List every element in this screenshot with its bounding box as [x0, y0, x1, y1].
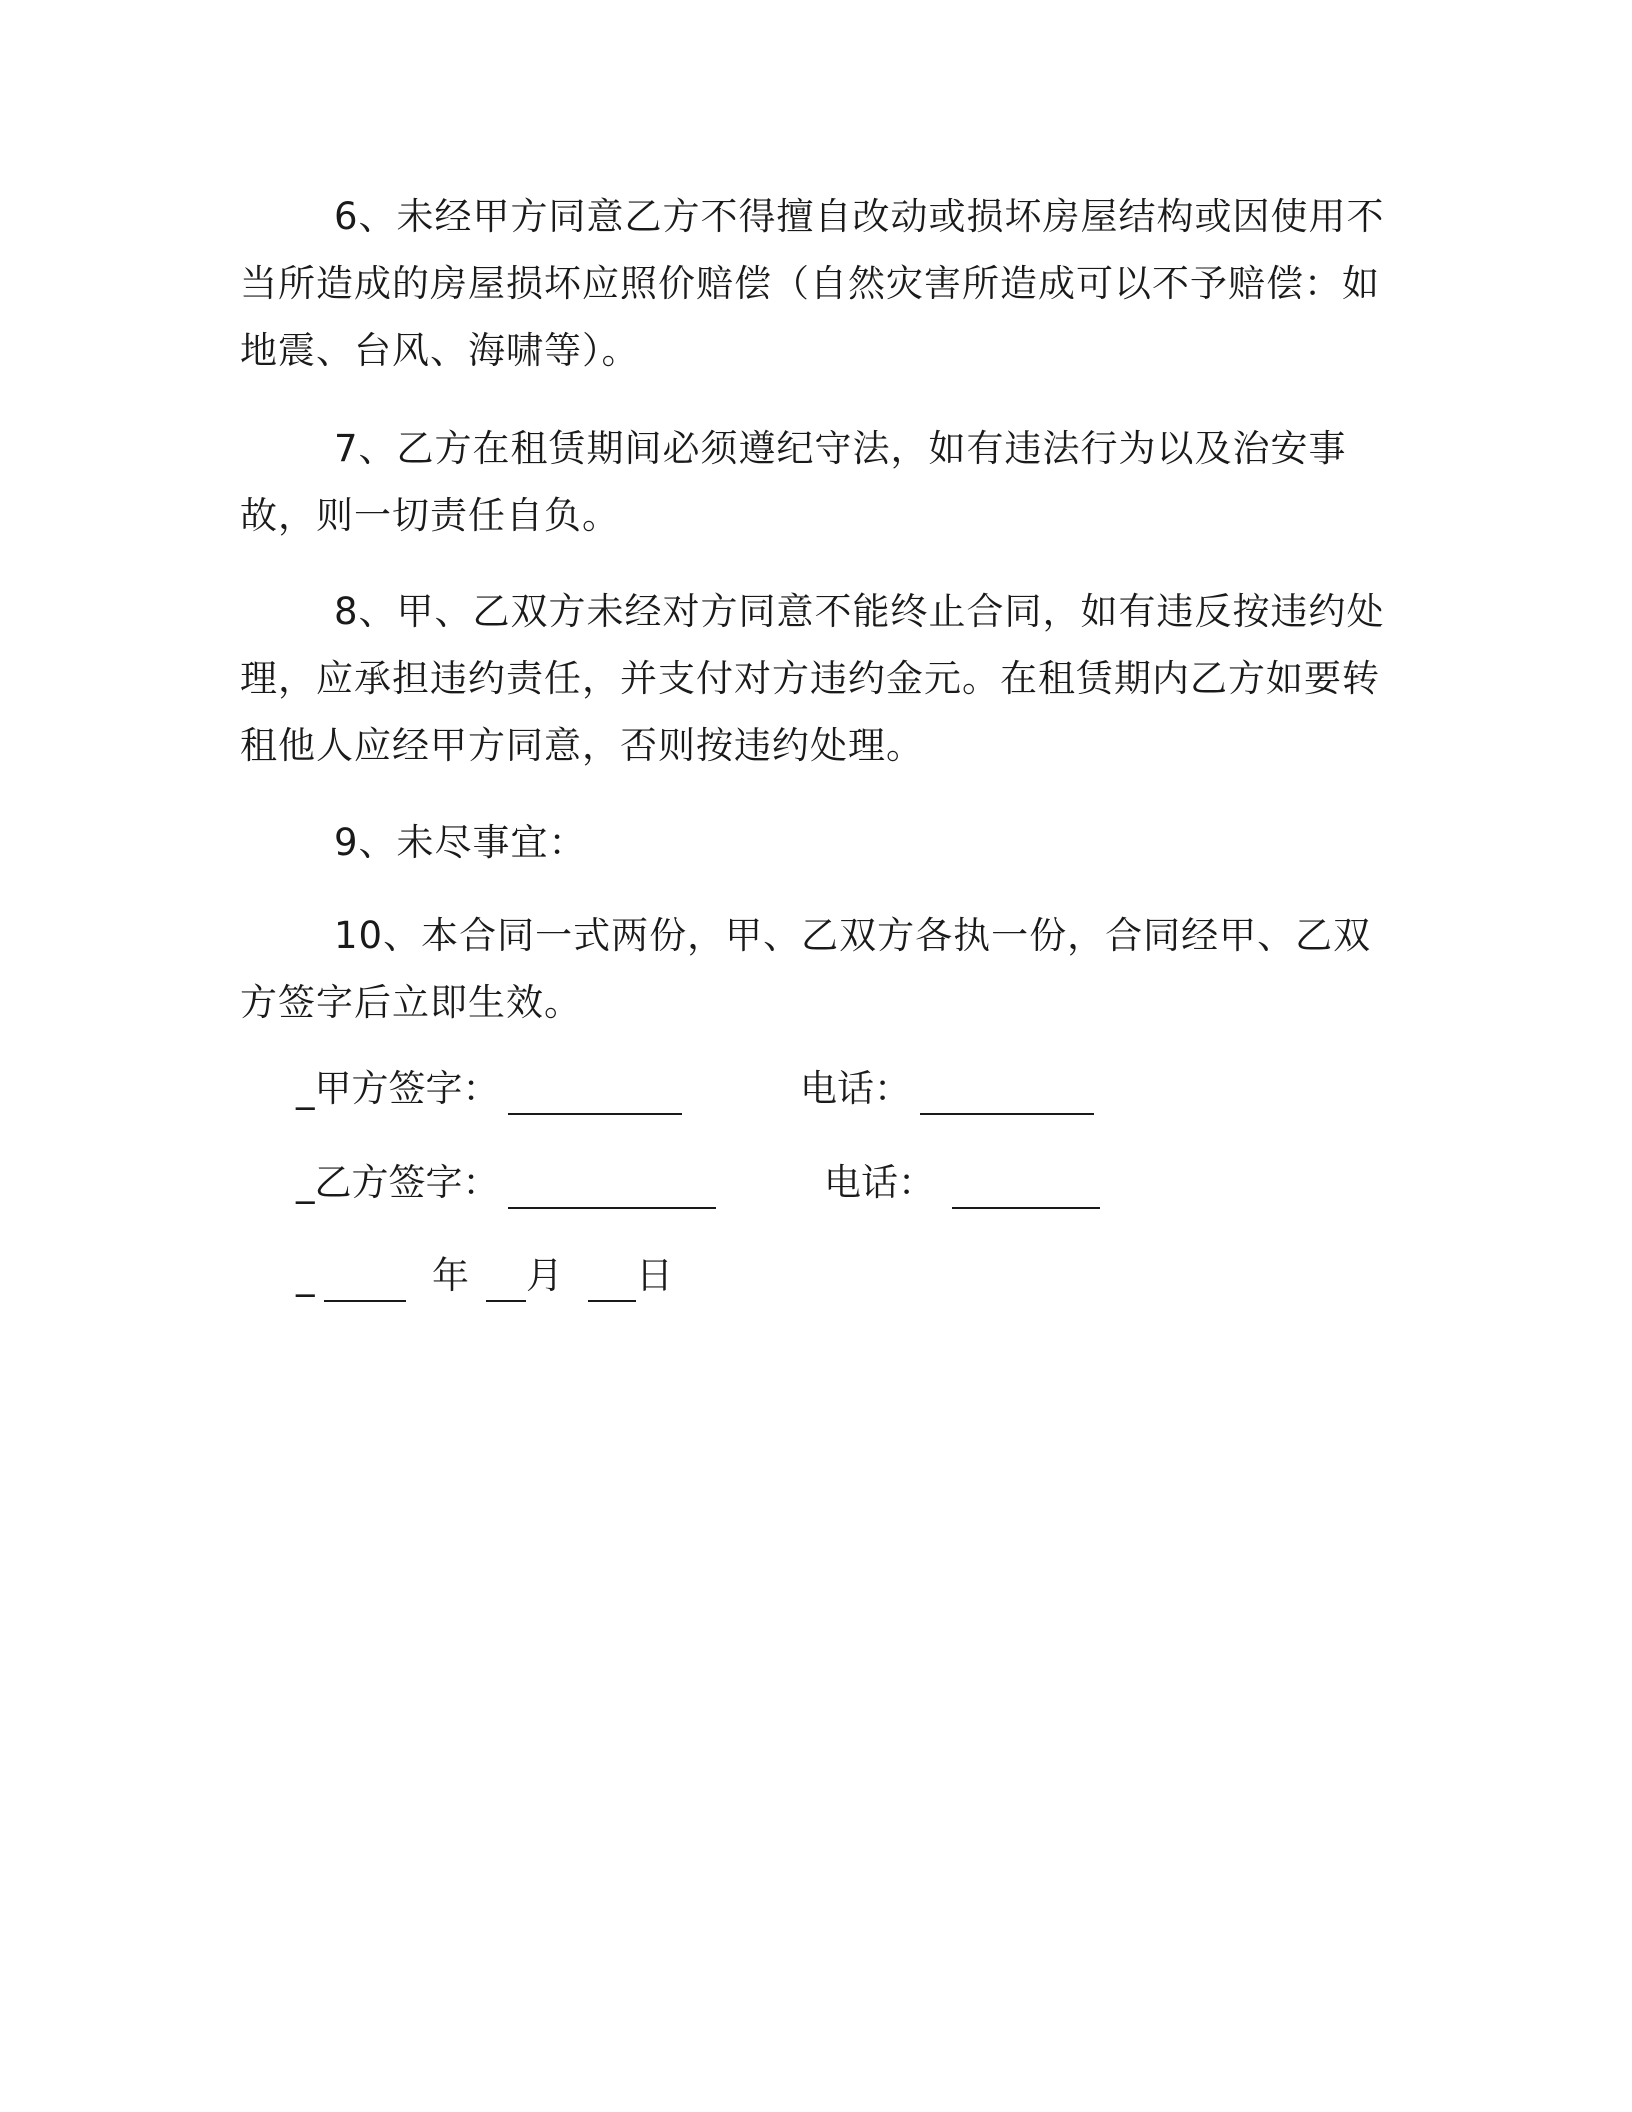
day-label: 日	[636, 1254, 673, 1297]
day-blank[interactable]	[588, 1300, 636, 1302]
clause-9: 9、未尽事宜：	[334, 821, 587, 864]
party-a-phone-label: 电话：	[800, 1067, 911, 1110]
party-b-phone-blank[interactable]	[952, 1207, 1100, 1209]
party-b-signature-label: _乙方签字：	[296, 1161, 500, 1204]
year-blank[interactable]	[324, 1300, 406, 1302]
date-prefix: _	[296, 1254, 315, 1297]
clause-6: 6、未经甲方同意乙方不得擅自改动或损坏房屋结构或因使用不当所造成的房屋损坏应照价赔偿（自然灾害所造成可以不予赔偿：如地震、台风、海啸等）。	[240, 195, 1385, 372]
party-b-phone-label: 电话：	[824, 1161, 935, 1204]
party-b-signature-row	[296, 1153, 1296, 1213]
party-a-phone-blank[interactable]	[920, 1113, 1094, 1115]
month-label: 月	[526, 1254, 563, 1297]
year-label: 年	[432, 1254, 469, 1297]
party-a-signature-blank[interactable]	[508, 1113, 682, 1115]
clause-10: 10、本合同一式两份，甲、乙双方各执一份，合同经甲、乙双方签字后立即生效。	[240, 914, 1372, 1024]
party-a-signature-label: _甲方签字：	[296, 1067, 500, 1110]
month-blank[interactable]	[486, 1300, 526, 1302]
party-a-signature-row	[296, 1059, 1296, 1119]
party-b-signature-blank[interactable]	[508, 1207, 716, 1209]
clause-8: 8、甲、乙双方未经对方同意不能终止合同，如有违反按违约处理，应承担违约责任，并支付对方违约金元。在租赁期内乙方如要转租他人应经甲方同意，否则按违约处理。	[240, 590, 1385, 767]
clause-7: 7、乙方在租赁期间必须遵纪守法，如有违法行为以及治安事故，则一切责任自负。	[240, 427, 1347, 537]
date-row	[296, 1246, 1296, 1306]
